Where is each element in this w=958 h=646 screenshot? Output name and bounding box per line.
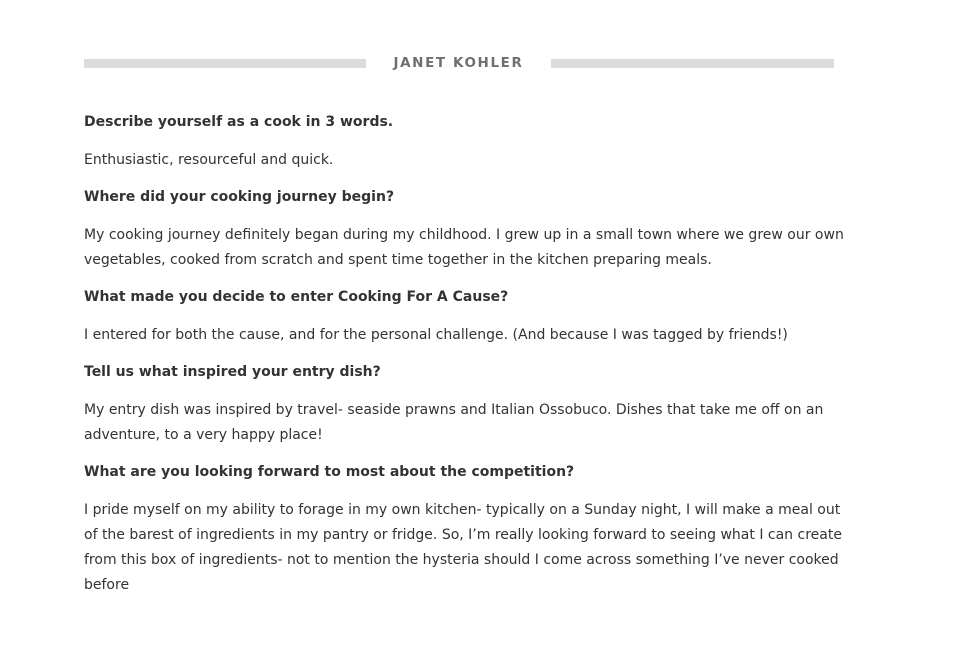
section-heading bbox=[84, 54, 834, 74]
question-looking-forward: What are you looking forward to most about the competition? bbox=[84, 464, 575, 480]
question-entry-dish-inspiration: Tell us what inspired your entry dish? bbox=[84, 364, 381, 380]
contestant-name: JANET KOHLER bbox=[393, 55, 524, 71]
answer-cook-in-3-words: Enthusiastic, resourceful and quick. bbox=[84, 152, 334, 168]
answer-cooking-journey: My cooking journey definitely began during my childhood. I grew up in a small town where we grew our own vegetables, cooked from scratch and spent time together in the kitchen preparing meals. bbox=[84, 227, 844, 268]
answer-why-enter: I entered for both the cause, and for the personal challenge. (And because I was tagged by friends!) bbox=[84, 327, 788, 343]
question-cook-in-3-words: Describe yourself as a cook in 3 words. bbox=[84, 114, 394, 130]
qa-list bbox=[84, 113, 844, 598]
heading-divider-right bbox=[551, 59, 834, 68]
question-why-enter: What made you decide to enter Cooking For A Cause? bbox=[84, 289, 509, 305]
heading-divider-left bbox=[84, 59, 366, 68]
question-cooking-journey: Where did your cooking journey begin? bbox=[84, 189, 395, 205]
answer-looking-forward: I pride myself on my ability to forage in my own kitchen- typically on a Sunday night, I will make a meal out of the barest of ingredients in my pantry or fridge. So, I’m really looking forward to seeing what I can create from this box of ingredients- not to mention the hysteria should I come across something I’ve never cooked before bbox=[84, 502, 842, 593]
answer-entry-dish-inspiration: My entry dish was inspired by travel- seaside prawns and Italian Ossobuco. Dishes that take me off on an adventure, to a very happy place! bbox=[84, 402, 824, 443]
